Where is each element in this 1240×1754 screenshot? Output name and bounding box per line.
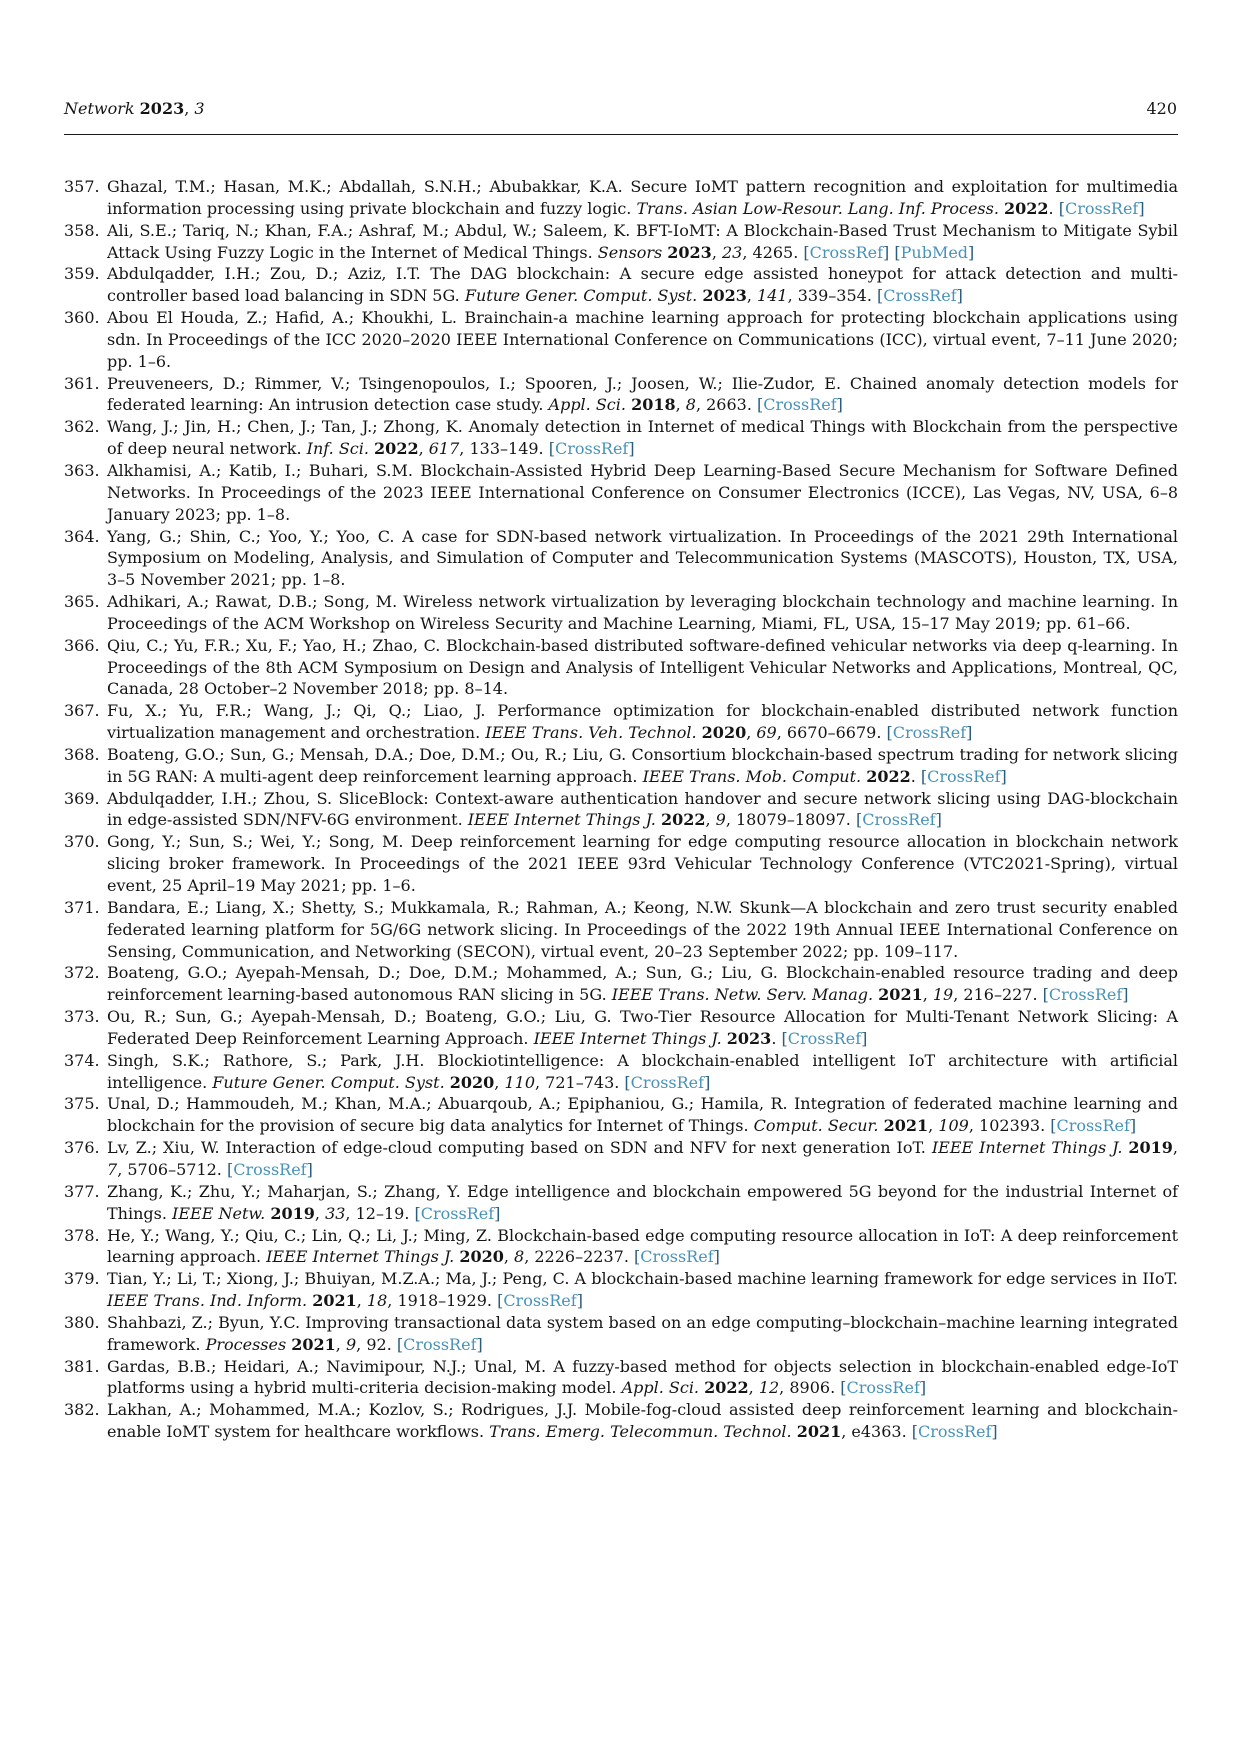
- italic-text: IEEE Netw.: [172, 1203, 266, 1223]
- reference-text: [107, 1138, 1178, 1179]
- italic-text: Future Gener. Comput. Syst.: [464, 286, 698, 306]
- crossref-link-group: [856, 810, 942, 829]
- plain-text: Abdulqadder, I.H.; Zhou, S. SliceBlock: Context-aware authentication handover and secure network slicing using DAG-blockchain in edge-assisted SDN/NFV-6G environment.: [107, 788, 1178, 830]
- italic-text: 109: [938, 1116, 969, 1136]
- plain-text: Zhang, K.; Zhu, Y.; Maharjan, S.; Zhang, Y. Edge intelligence and blockchain empowered 5G beyond for the industrial Internet of Things.: [107, 1181, 1178, 1223]
- plain-text: ,: [705, 810, 716, 830]
- reference-item: [64, 700, 1178, 744]
- plain-text: Tian, Y.; Li, T.; Xiong, J.; Bhuiyan, M.Z.A.; Ma, J.; Peng, C. A blockchain-based machine learning framework for edge services in IIoT.: [107, 1269, 1178, 1289]
- italic-text: IEEE Internet Things J.: [467, 810, 656, 830]
- bracket-close: ]: [836, 395, 843, 415]
- reference-text: [107, 417, 1178, 458]
- italic-text: Trans. Asian Low-Resour. Lang. Inf. Process.: [636, 198, 999, 218]
- reference-number: 365.: [64, 592, 100, 612]
- bracket-open: [: [396, 1334, 404, 1354]
- reference-text: [107, 1007, 1178, 1048]
- bracket-close: ]: [1138, 198, 1145, 218]
- bracket-close: ]: [861, 1028, 868, 1048]
- bold-year: 2021: [291, 1334, 336, 1354]
- reference-item: [64, 1137, 1178, 1181]
- bracket-open: [: [803, 242, 810, 262]
- reference-item: [64, 1356, 1178, 1400]
- crossref-link[interactable]: CrossRef: [892, 723, 967, 743]
- reference-number: 375.: [64, 1094, 100, 1114]
- crossref-link[interactable]: CrossRef: [787, 1028, 862, 1048]
- bold-year: 2022: [866, 766, 911, 786]
- reference-item: [64, 897, 1178, 963]
- bold-year: 2021: [878, 985, 923, 1005]
- bracket-close: ]: [628, 439, 635, 459]
- bracket-open: [: [920, 766, 928, 786]
- italic-text: IEEE Internet Things J.: [931, 1138, 1123, 1158]
- reference-number: 372.: [64, 963, 100, 983]
- reference-text: [107, 221, 1178, 262]
- bracket-open: [: [414, 1203, 421, 1223]
- pubmed-link[interactable]: PubMed: [900, 242, 969, 262]
- crossref-link[interactable]: CrossRef: [554, 439, 629, 459]
- reference-text: [107, 963, 1178, 1004]
- plain-text: Abou El Houda, Z.; Hafid, A.; Khoukhi, L. Brainchain-a machine learning approach for protecting blockchain applications using sdn. In Proceedings of the ICC 2020–2020 IEEE International Conference on Communications (ICC), virtual event, 7–11 June 2020; pp. 1–6.: [107, 308, 1178, 371]
- reference-item: [64, 962, 1178, 1006]
- bracket-close: ]: [919, 1378, 927, 1398]
- reference-number: 364.: [64, 526, 100, 546]
- plain-text: ,: [418, 439, 429, 459]
- bracket-close: ]: [1122, 985, 1129, 1005]
- plain-text: Lv, Z.; Xiu, W. Interaction of edge-cloud computing based on SDN and NFV for next generation IoT.: [107, 1138, 932, 1158]
- journal-citation: [64, 99, 205, 118]
- bold-year: 2021: [883, 1116, 929, 1136]
- crossref-link-group: [1050, 1116, 1136, 1135]
- bold-year: 2022: [660, 810, 706, 830]
- plain-text: ,: [711, 242, 722, 262]
- plain-text: , 1918–1929.: [387, 1291, 498, 1311]
- italic-text: IEEE Trans. Netw. Serv. Manag.: [611, 985, 874, 1005]
- reference-number: 381.: [64, 1356, 100, 1376]
- reference-item: [64, 526, 1178, 592]
- reference-item: [64, 416, 1178, 460]
- plain-text: ,: [356, 1291, 367, 1311]
- crossref-link-group: [757, 395, 843, 414]
- plain-text: ,: [675, 395, 686, 415]
- bracket-close: ]: [1129, 1116, 1137, 1136]
- reference-number: 368.: [64, 744, 100, 764]
- plain-text: Wang, J.; Jin, H.; Chen, J.; Tan, J.; Zhong, K. Anomaly detection in Internet of medical Things with Blockchain from the perspective of deep neural network.: [107, 417, 1178, 459]
- reference-item: [64, 1312, 1178, 1356]
- italic-text: 19: [932, 985, 954, 1005]
- reference-text: [107, 1182, 1178, 1223]
- plain-text: ,: [748, 1378, 759, 1398]
- plain-text: , 216–227.: [953, 985, 1043, 1005]
- crossref-link-group: [912, 1422, 998, 1441]
- reference-text: [107, 1313, 1178, 1354]
- italic-text: IEEE Trans. Veh. Technol.: [485, 723, 697, 743]
- crossref-link[interactable]: CrossRef: [1056, 1116, 1130, 1136]
- plain-text: , 721–743.: [535, 1072, 625, 1092]
- reference-item: [64, 1181, 1178, 1225]
- bracket-open: [: [1050, 1116, 1057, 1136]
- crossref-link[interactable]: CrossRef: [233, 1159, 307, 1179]
- journal-year: 2023: [139, 99, 185, 118]
- page-number: 420: [1146, 99, 1177, 118]
- bracket-close: ]: [476, 1334, 483, 1354]
- italic-text: 110: [504, 1072, 535, 1092]
- bold-year: 2023: [726, 1028, 772, 1048]
- crossref-link-group: [414, 1204, 500, 1223]
- italic-text: 141: [757, 286, 788, 306]
- reference-text: [107, 461, 1178, 524]
- italic-text: Appl. Sci.: [621, 1378, 700, 1398]
- plain-text: ,: [746, 286, 758, 306]
- italic-text: 617: [428, 439, 460, 459]
- plain-text: .: [771, 1028, 782, 1048]
- reference-text: [107, 527, 1178, 590]
- italic-text: Sensors: [597, 242, 663, 262]
- reference-number: 379.: [64, 1269, 100, 1289]
- bracket-close: ]: [883, 242, 890, 262]
- reference-item: [64, 220, 1178, 264]
- bracket-close: ]: [576, 1291, 583, 1311]
- crossref-link[interactable]: CrossRef: [420, 1203, 495, 1223]
- bracket-open: [: [633, 1247, 641, 1267]
- plain-text: , e4363.: [841, 1422, 912, 1442]
- italic-text: IEEE Internet Things J.: [266, 1247, 455, 1267]
- plain-text: Fu, X.; Yu, F.R.; Wang, J.; Qi, Q.; Liao, J. Performance optimization for blockchain-enabled distributed network function virtualization management and orchestration.: [107, 701, 1178, 743]
- reference-text: [107, 1269, 1178, 1310]
- reference-number: 380.: [64, 1312, 100, 1332]
- reference-item: [64, 744, 1178, 788]
- reference-number: 374.: [64, 1050, 100, 1070]
- plain-text: Unal, D.; Hammoudeh, M.; Khan, M.A.; Abuarqoub, A.; Epiphaniou, G.; Hamila, R. Integration of federated machine learning and blockchain for the provision of secure big data analytics for Internet of Things.: [107, 1094, 1178, 1136]
- reference-item: [64, 591, 1178, 635]
- reference-number: 371.: [64, 897, 100, 917]
- bracket-open: [: [624, 1072, 631, 1092]
- bracket-open: [: [1042, 985, 1049, 1005]
- reference-number: 377.: [64, 1181, 100, 1201]
- reference-number: 373.: [64, 1007, 100, 1027]
- reference-number: 369.: [64, 788, 100, 808]
- bold-year: 2021: [312, 1291, 357, 1311]
- italic-text: 9: [715, 810, 726, 830]
- plain-text: , 8906.: [779, 1378, 841, 1398]
- reference-text: [107, 374, 1178, 415]
- bracket-close: ]: [968, 242, 975, 262]
- italic-text: Comput. Secur.: [753, 1116, 879, 1136]
- crossref-link-group: [497, 1291, 583, 1310]
- bold-year: 2019: [1128, 1138, 1173, 1158]
- reference-text: [107, 789, 1178, 830]
- bracket-close: ]: [306, 1159, 313, 1179]
- bracket-close: ]: [713, 1247, 720, 1267]
- reference-text: [107, 1226, 1178, 1267]
- reference-item: [64, 1268, 1178, 1312]
- plain-text: , 18079–18097.: [725, 810, 856, 830]
- bold-year: 2020: [701, 723, 747, 743]
- plain-text: ,: [503, 1247, 515, 1267]
- italic-text: IEEE Trans. Ind. Inform.: [107, 1291, 308, 1311]
- reference-item: [64, 176, 1178, 220]
- reference-item: [64, 460, 1178, 526]
- reference-number: 357.: [64, 177, 100, 196]
- plain-text: Qiu, C.; Yu, F.R.; Xu, F.; Yao, H.; Zhao, C. Blockchain-based distributed software-defined vehicular networks via deep q-learning. In Proceedings of the 8th ACM Symposium on Design and Analysis of Intelligent Vehicular Networks and Applications, Montreal, QC, Canada, 28 October–2 November 2018; pp. 8–14.: [107, 635, 1178, 699]
- reference-text: [107, 1051, 1178, 1092]
- bracket-close: ]: [991, 1422, 998, 1442]
- reference-item: [64, 373, 1178, 417]
- plain-text: Preuveneers, D.; Rimmer, V.; Tsingenopoulos, I.; Spooren, J.; Joosen, W.; Ilie-Zudor, E. Chained anomaly detection models for federated learning: An intrusion detection case study.: [107, 373, 1178, 415]
- reference-item: [64, 788, 1178, 832]
- italic-text: IEEE Internet Things J.: [533, 1028, 722, 1048]
- italic-text: Future Gener. Comput. Syst.: [212, 1072, 445, 1092]
- bold-year: 2019: [270, 1203, 315, 1223]
- reference-text: [107, 264, 1178, 305]
- plain-text: Shahbazi, Z.; Byun, Y.C. Improving transactional data system based on an edge computing–blockchain–machine learning integrated framework.: [107, 1312, 1178, 1354]
- bracket-open: [: [548, 439, 555, 459]
- plain-text: , 12–19.: [345, 1203, 415, 1223]
- italic-text: IEEE Trans. Mob. Comput.: [642, 766, 862, 786]
- bold-year: 2022: [374, 439, 419, 459]
- bracket-open: [: [1058, 198, 1065, 218]
- italic-text: 23: [721, 242, 743, 262]
- bold-year: 2020: [449, 1072, 495, 1092]
- pubmed-link-group: [894, 243, 974, 262]
- reference-text: [107, 898, 1178, 961]
- bold-year: 2023: [702, 286, 747, 306]
- volume-separator: ,: [184, 99, 195, 118]
- reference-number: 363.: [64, 460, 100, 480]
- crossref-link-group: [840, 1378, 926, 1397]
- reference-item: [64, 1006, 1178, 1050]
- plain-text: , 4265.: [742, 242, 804, 262]
- crossref-link[interactable]: CrossRef: [883, 286, 957, 306]
- plain-text: Singh, S.K.; Rathore, S.; Park, J.H. Blockiotintelligence: A blockchain-enabled intelligent IoT architecture with artificial intelligence.: [107, 1050, 1178, 1092]
- bracket-open: [: [226, 1159, 234, 1179]
- plain-text: , 5706–5712.: [117, 1159, 227, 1179]
- crossref-link-group: [877, 286, 963, 305]
- reference-text: [107, 832, 1178, 895]
- plain-text: ,: [746, 723, 757, 743]
- reference-item: [64, 635, 1178, 701]
- reference-number: 361.: [64, 373, 100, 393]
- reference-number: 370.: [64, 832, 100, 852]
- page-header: [64, 99, 1177, 118]
- crossref-link[interactable]: CrossRef: [630, 1072, 705, 1092]
- bracket-close: ]: [956, 286, 963, 306]
- plain-text: ,: [335, 1334, 346, 1354]
- crossref-link-group: [887, 723, 973, 742]
- plain-text: Boateng, G.O.; Sun, G.; Mensah, D.A.; Doe, D.M.; Ou, R.; Liu, G. Consortium blockchain-based spectrum trading for network slicing in 5G RAN: A multi-agent deep reinforcement learning approach.: [107, 744, 1178, 786]
- plain-text: , 102393.: [968, 1116, 1051, 1136]
- plain-text: Bandara, E.; Liang, X.; Shetty, S.; Mukkamala, R.; Rahman, A.; Keong, N.W. Skunk—A blockchain and zero trust security enabled federated learning platform for 5G/6G network slicing. In Proceedings of the 2022 19th Annual IEEE International Conference on Sensing, Communication, and Networking (SECON), virtual event, 20–23 September 2022; pp. 109–117.: [107, 897, 1178, 961]
- plain-text: Lakhan, A.; Mohammed, M.A.; Kozlov, S.; Rodrigues, J.J. Mobile-fog-cloud assisted deep reinforcement learning and blockchain-enable IoMT system for healthcare workflows.: [107, 1400, 1178, 1442]
- reference-number: 367.: [64, 701, 100, 721]
- reference-item: [64, 831, 1178, 897]
- plain-text: Boateng, G.O.; Ayepah-Mensah, D.; Doe, D.M.; Mohammed, A.; Sun, G.; Liu, G. Blockchain-enabled resource trading and deep reinforcement learning-based autonomous RAN slicing in 5G.: [107, 963, 1178, 1005]
- crossref-link[interactable]: CrossRef: [846, 1378, 920, 1398]
- bracket-close: ]: [704, 1072, 711, 1092]
- italic-text: 9: [345, 1334, 357, 1354]
- plain-text: Alkhamisi, A.; Katib, I.; Buhari, S.M. Blockchain-Assisted Hybrid Deep Learning-Based Secure Mechanism for Software Defined Networks. In Proceedings of the 2023 IEEE International Conference on Consumer Electronics (ICCE), Las Vegas, NV, USA, 6–8 January 2023; pp. 1–8.: [107, 460, 1178, 524]
- crossref-link[interactable]: CrossRef: [763, 395, 837, 415]
- italic-text: Trans. Emerg. Telecommun. Technol.: [489, 1422, 792, 1442]
- italic-text: 33: [325, 1203, 346, 1223]
- crossref-link-group: [634, 1247, 720, 1266]
- plain-text: , 92.: [356, 1334, 397, 1354]
- reference-number: 382.: [64, 1400, 100, 1420]
- plain-text: He, Y.; Wang, Y.; Qiu, C.; Lin, Q.; Li, J.; Ming, Z. Blockchain-based edge computing resource allocation in IoT: A deep reinforcement learning approach.: [107, 1225, 1178, 1267]
- crossref-link-group: [397, 1335, 483, 1354]
- reference-number: 366.: [64, 635, 100, 655]
- crossref-link[interactable]: CrossRef: [1048, 985, 1123, 1005]
- bold-year: 2022: [1004, 198, 1049, 218]
- reference-text: [107, 1094, 1178, 1135]
- reference-text: [107, 745, 1178, 786]
- plain-text: ,: [1172, 1138, 1179, 1158]
- italic-text: 12: [758, 1378, 780, 1398]
- crossref-link[interactable]: CrossRef: [927, 766, 1001, 786]
- reference-text: [107, 308, 1178, 371]
- crossref-link-group: [803, 243, 889, 262]
- plain-text: Ghazal, T.M.; Hasan, M.K.; Abdallah, S.N.H.; Abubakkar, K.A. Secure IoMT pattern recognition and exploitation for multimedia information processing using private blockchain and fuzzy logic.: [107, 177, 1178, 218]
- plain-text: ,: [314, 1203, 326, 1223]
- plain-text: Gardas, B.B.; Heidari, A.; Navimipour, N.J.; Unal, M. A fuzzy-based method for objects selection in blockchain-enabled edge-IoT platforms using a hybrid multi-criteria decision-making model.: [107, 1356, 1178, 1398]
- journal-volume: 3: [194, 99, 205, 118]
- crossref-link[interactable]: CrossRef: [809, 242, 884, 262]
- bracket-open: [: [876, 286, 884, 306]
- crossref-link-group: [781, 1029, 867, 1048]
- italic-text: Inf. Sci.: [306, 439, 369, 459]
- crossref-link[interactable]: CrossRef: [862, 810, 936, 830]
- reference-text: [107, 1357, 1178, 1398]
- italic-text: Appl. Sci.: [548, 395, 626, 415]
- reference-number: 358.: [64, 220, 100, 240]
- plain-text: , 339–354.: [787, 286, 877, 306]
- bracket-close: ]: [494, 1203, 501, 1223]
- bracket-close: ]: [935, 810, 942, 830]
- plain-text: , 2226–2237.: [524, 1247, 634, 1267]
- bracket-close: ]: [966, 723, 973, 743]
- reference-number: 378.: [64, 1225, 100, 1245]
- plain-text: , 6670–6679.: [776, 723, 887, 743]
- bracket-open: [: [840, 1378, 847, 1398]
- plain-text: .: [910, 766, 921, 786]
- reference-number: 359.: [64, 264, 100, 284]
- crossref-link[interactable]: CrossRef: [1064, 198, 1139, 218]
- crossref-link-group: [624, 1073, 710, 1092]
- reference-text: [107, 177, 1178, 218]
- reference-text: [107, 1400, 1178, 1441]
- reference-text: [107, 701, 1178, 742]
- plain-text: Ou, R.; Sun, G.; Ayepah-Mensah, D.; Boateng, G.O.; Liu, G. Two-Tier Resource Allocation for Multi-Tenant Network Slicing: A Federated Deep Reinforcement Learning Approach.: [107, 1007, 1178, 1048]
- reference-item: [64, 1050, 1178, 1094]
- bracket-open: [: [894, 242, 901, 262]
- reference-number: 376.: [64, 1138, 100, 1158]
- reference-number: 360.: [64, 308, 100, 328]
- plain-text: ,: [928, 1116, 939, 1136]
- italic-text: 8: [685, 395, 696, 415]
- reference-item: [64, 1093, 1178, 1137]
- crossref-link[interactable]: CrossRef: [918, 1422, 992, 1442]
- reference-text: [107, 636, 1178, 699]
- journal-name: Network: [64, 99, 135, 118]
- bracket-open: [: [757, 395, 764, 415]
- plain-text: ,: [922, 985, 933, 1005]
- italic-text: Processes: [205, 1334, 287, 1354]
- italic-text: 8: [514, 1247, 525, 1267]
- plain-text: Adhikari, A.; Rawat, D.B.; Song, M. Wireless network virtualization by leveraging blockchain technology and machine learning. In Proceedings of the ACM Workshop on Wireless Security and Machine Learning, Miami, FL, USA, 15–17 May 2019; pp. 61–66.: [107, 592, 1178, 633]
- crossref-link[interactable]: CrossRef: [403, 1334, 477, 1354]
- reference-text: [107, 592, 1178, 633]
- plain-text: ,: [494, 1072, 505, 1092]
- plain-text: Abdulqadder, I.H.; Zou, D.; Aziz, I.T. The DAG blockchain: A secure edge assisted honeypot for attack detection and multi-controller based load balancing in SDN 5G.: [107, 264, 1178, 306]
- plain-text: Gong, Y.; Sun, S.; Wei, Y.; Song, M. Deep reinforcement learning for edge computing resource allocation in blockchain network slicing broker framework. In Proceedings of the 2021 IEEE 93rd Vehicular Technology Conference (VTC2021-Spring), virtual event, 25 April–19 May 2021; pp. 1–6.: [107, 832, 1178, 895]
- reference-item: [64, 1399, 1178, 1443]
- crossref-link-group: [1059, 199, 1145, 218]
- bracket-open: [: [497, 1291, 504, 1311]
- reference-item: [64, 1225, 1178, 1269]
- reference-list: [64, 176, 1178, 1443]
- crossref-link[interactable]: CrossRef: [503, 1291, 577, 1311]
- header-rule: [64, 134, 1178, 135]
- plain-text: .: [1048, 198, 1059, 218]
- reference-item: [64, 307, 1178, 373]
- plain-text: , 133–149.: [459, 439, 549, 459]
- bold-year: 2018: [631, 395, 676, 415]
- italic-text: 7: [107, 1159, 118, 1179]
- bold-year: 2020: [459, 1247, 504, 1267]
- crossref-link-group: [1043, 985, 1129, 1004]
- reference-item: [64, 263, 1178, 307]
- bracket-close: ]: [1000, 766, 1007, 786]
- crossref-link-group: [227, 1160, 313, 1179]
- bold-year: 2021: [796, 1422, 842, 1442]
- crossref-link[interactable]: CrossRef: [640, 1247, 714, 1267]
- bold-year: 2023: [667, 242, 712, 262]
- crossref-link-group: [921, 767, 1007, 786]
- italic-text: 18: [366, 1291, 388, 1311]
- bracket-open: [: [886, 723, 893, 743]
- crossref-link-group: [549, 439, 635, 458]
- italic-text: 69: [756, 723, 777, 743]
- bold-year: 2022: [704, 1378, 749, 1398]
- reference-number: 362.: [64, 417, 100, 437]
- bracket-open: [: [781, 1028, 788, 1048]
- plain-text: , 2663.: [695, 395, 758, 415]
- bracket-open: [: [911, 1422, 918, 1442]
- plain-text: Ali, S.E.; Tariq, N.; Khan, F.A.; Ashraf, M.; Abdul, W.; Saleem, K. BFT-IoMT: A Blockchain-Based Trust Mechanism to Mitigate Sybil Attack Using Fuzzy Logic in the Internet of Medical Things.: [107, 220, 1178, 262]
- plain-text: Yang, G.; Shin, C.; Yoo, Y.; Yoo, C. A case for SDN-based network virtualization. In Proceedings of the 2021 29th International Symposium on Modeling, Analysis, and Simulation of Computer and Telecommunication Systems (MASCOTS), Houston, TX, USA, 3–5 November 2021; pp. 1–8.: [107, 526, 1178, 590]
- bracket-open: [: [855, 810, 863, 830]
